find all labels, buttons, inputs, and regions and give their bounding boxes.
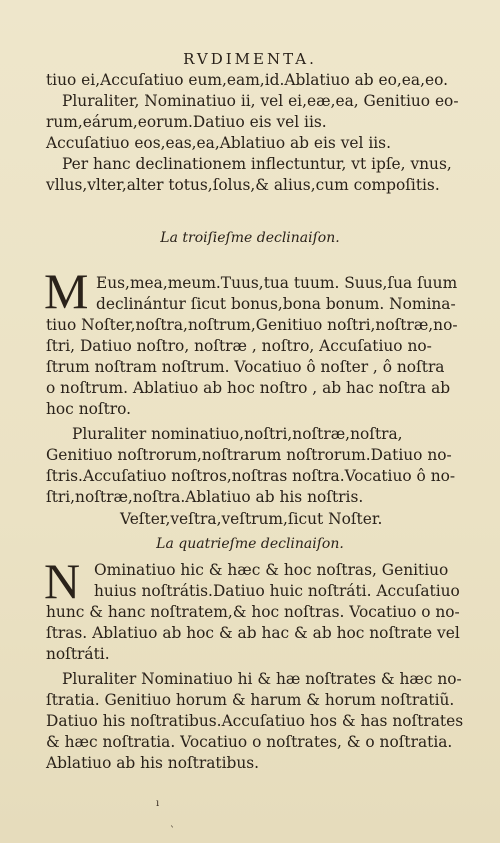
text-line: Pluraliter Nominatiuo hi & hæ noſtrates & hæc no- — [62, 670, 462, 688]
text-line: Ominatiuo hic & hæc & hoc noſtras, Genitiuo — [94, 561, 449, 579]
text-line: Pluraliter nominatiuo,noſtri,noſtræ,noſtra, — [72, 425, 403, 443]
text-line: hunc & hanc noſtratem,& hoc noſtras. Vocatiuo o no- — [46, 603, 460, 621]
text-line: rum,eárum,eorum.Datiuo eis vel iis. — [46, 113, 327, 131]
text-line: vllus,vlter,alter totus,ſolus,& alius,cum compoſitis. — [46, 176, 440, 194]
text-line: Genitiuo noſtrorum,noſtrarum noſtrorum.Datiuo no- — [46, 446, 452, 464]
text-line: Veſter,veſtra,veſtrum,ſicut Noſter. — [120, 510, 383, 528]
text-line: Pluraliter, Nominatiuo ii, vel ei,eæ,ea, Genitiuo eo- — [62, 92, 459, 110]
section-heading: La quatrieſme declinaiſon. — [156, 536, 344, 552]
text-line: ſtras. Ablatiuo ab hoc & ab hac & ab hoc noſtrate vel — [46, 624, 460, 642]
text-line: Eus,mea,meum.Tuus,tua tuum. Suus,ſua ſuum — [96, 274, 458, 292]
drop-cap-initial: M — [44, 263, 89, 319]
text-line: tiuo Noſter,noſtra,noſtrum,Genitiuo noſtri,noſtræ,no- — [46, 316, 458, 334]
text-line: hoc noſtro. — [46, 400, 131, 418]
text-line: & hæc noſtratia. Vocatiuo o noſtrates, & o noſtratia. — [46, 733, 453, 751]
paper-mark: ` — [170, 826, 175, 837]
text-line: huius noſtrátis.Datiuo huic noſtráti. Accuſatiuo — [94, 582, 460, 600]
text-line: ſtris.Accuſatiuo noſtros,noſtras noſtra.Vocatiuo ô no- — [46, 467, 456, 485]
running-header: RVDIMENTA. — [183, 50, 317, 68]
text-line: ſtri, Datiuo noſtro, noſtræ , noſtro, Accuſatiuo no- — [46, 337, 432, 355]
text-line: Per hanc declinationem inflectuntur, vt ipſe, vnus, — [62, 155, 452, 173]
text-line: noſtráti. — [46, 645, 110, 663]
text-line: ſtri,noſtræ,noſtra.Ablatiuo ab his noſtris. — [46, 488, 364, 506]
paper-mark: ı — [156, 798, 160, 809]
text-line: ſtrum noſtram noſtrum. Vocatiuo ô noſter , ô noſtra — [46, 358, 445, 376]
text-line: ſtratia. Genitiuo horum & harum & horum noſtratiũ. — [46, 691, 455, 709]
text-line: Ablatiuo ab his noſtratibus. — [46, 754, 260, 772]
section-heading: La troiſieſme declinaiſon. — [160, 230, 340, 246]
text-line: tiuo ei,Accuſatiuo eum,eam,id.Ablatiuo ab eo,ea,eo. — [46, 71, 448, 89]
text-line: Datiuo his noſtratibus.Accuſatiuo hos & has noſtrates — [46, 712, 464, 730]
text-line: o noſtrum. Ablatiuo ab hoc noſtro , ab hac noſtra ab — [46, 379, 451, 397]
text-line: Accuſatiuo eos,eas,ea,Ablatiuo ab eis vel iis. — [46, 134, 391, 152]
drop-cap-initial: N — [44, 553, 81, 609]
text-line: declinántur ſicut bonus,bona bonum. Nomina- — [96, 295, 456, 313]
